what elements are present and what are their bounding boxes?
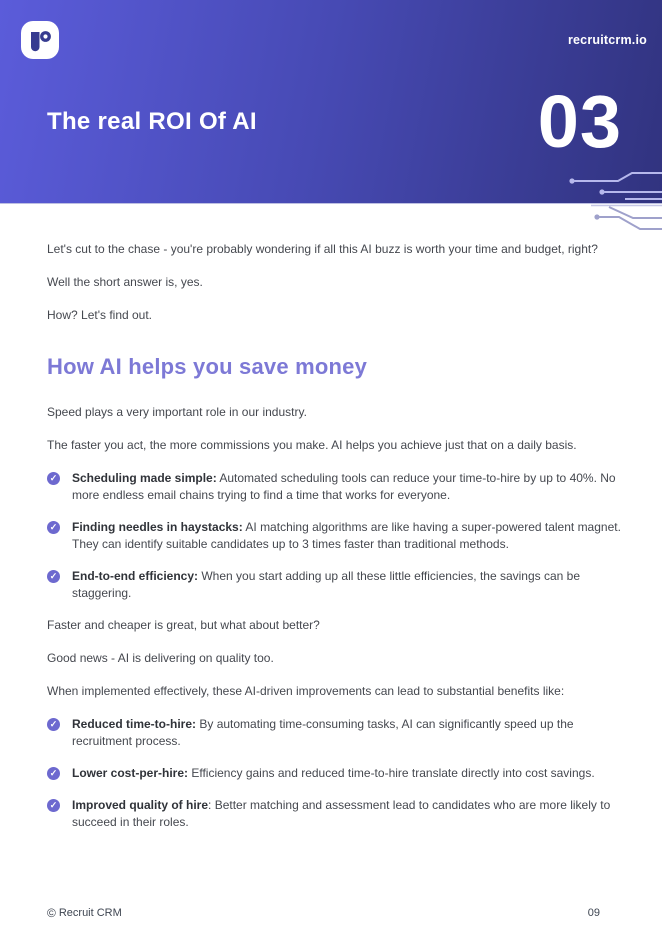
list-item (47, 716, 632, 750)
body-paragraph: When implemented effectively, these AI-driven improvements can lead to substantial benefits like: (47, 684, 565, 698)
copyright (47, 907, 122, 919)
check-circle-icon: ✓ (47, 799, 60, 812)
list-item (47, 519, 632, 553)
list-item (47, 568, 632, 602)
circuit-decoration-icon (567, 166, 662, 238)
page-number: 09 (587, 907, 600, 919)
intro-paragraph: Let's cut to the chase - you're probably wondering if all this AI buzz is worth your time and budget, right? (47, 242, 598, 256)
bullet-text (72, 568, 632, 602)
list-item (47, 470, 632, 504)
check-circle-icon: ✓ (47, 521, 60, 534)
bullet-body: Automated scheduling tools can reduce your time-to-hire by up to 40%. No more endless email chains trying to find a time that works for everyone. (72, 471, 616, 502)
bullet-body: : Better matching and assessment lead to candidates who are more likely to succeed in their roles. (72, 798, 611, 829)
body-paragraph: Good news - AI is delivering on quality too. (47, 651, 274, 665)
bullet-body: Efficiency gains and reduced time-to-hire translate directly into cost savings. (188, 766, 595, 780)
check-circle-icon: ✓ (47, 767, 60, 780)
chapter-number: 03 (537, 80, 622, 163)
bullet-lead: Improved quality of hire (72, 798, 209, 812)
check-circle-icon: ✓ (47, 718, 60, 731)
header-banner (0, 0, 662, 203)
section-heading: How AI helps you save money (47, 354, 368, 379)
intro-paragraph: How? Let's find out. (47, 308, 153, 322)
page-footer (47, 907, 600, 919)
site-url[interactable]: recruitcrm.io (567, 33, 647, 47)
bullet-text (72, 797, 632, 831)
list-item (47, 797, 632, 831)
bullet-text (72, 765, 595, 782)
body-paragraph: Faster and cheaper is great, but what about better? (47, 618, 320, 632)
bullet-body: By automating time-consuming tasks, AI can significantly speed up the recruitment process. (72, 717, 574, 748)
intro-paragraph: Well the short answer is, yes. (47, 275, 203, 289)
recruitcrm-logo-icon (21, 21, 59, 59)
page-content (0, 203, 662, 831)
bullet-body: AI matching algorithms are like having a super-powered talent magnet. They can identify suitable candidates up to 3 times faster than traditional methods. (72, 520, 621, 551)
body-paragraph: The faster you act, the more commissions you make. AI helps you achieve just that on a daily basis. (47, 438, 577, 452)
list-item (47, 765, 632, 782)
bullet-lead: Reduced time-to-hire: (72, 717, 197, 731)
savings-bullet-list (47, 470, 646, 602)
body-paragraph: Speed plays a very important role in our industry. (47, 405, 307, 419)
bullet-lead: Lower cost-per-hire: (72, 766, 189, 780)
benefits-bullet-list (47, 716, 646, 831)
page-title: The real ROI Of AI (47, 108, 257, 135)
company-name: Recruit CRM (58, 907, 122, 919)
bullet-text (72, 716, 632, 750)
bullet-lead: Scheduling made simple: (72, 471, 217, 485)
bullet-text (72, 470, 632, 504)
bullet-body: When you start adding up all these little efficiencies, the savings can be staggering. (72, 569, 581, 600)
bullet-text (72, 519, 632, 553)
check-circle-icon: ✓ (47, 472, 60, 485)
recruitcrm-logo[interactable] (21, 21, 59, 59)
copyright-icon: © (47, 906, 56, 920)
bullet-lead: Finding needles in haystacks: (72, 520, 243, 534)
bullet-lead: End-to-end efficiency: (72, 569, 199, 583)
check-circle-icon: ✓ (47, 570, 60, 583)
